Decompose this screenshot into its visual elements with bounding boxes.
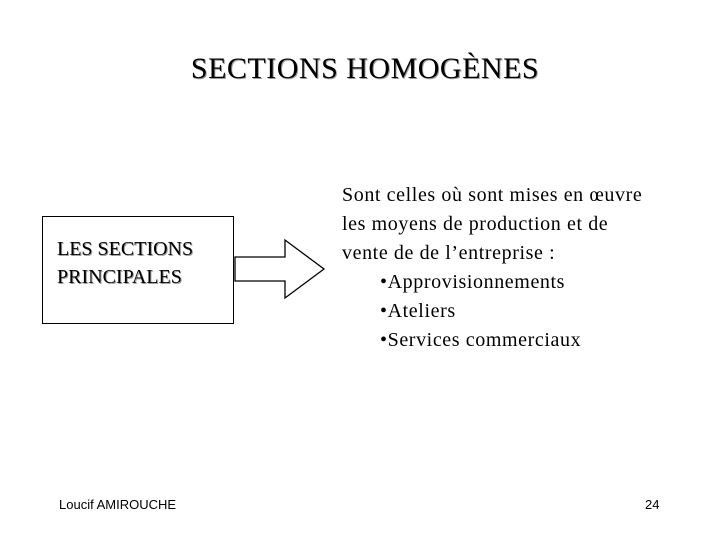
description-line: vente de de l’entreprise :	[342, 242, 556, 264]
right-arrow-icon	[234, 238, 326, 300]
footer-author: Loucif AMIROUCHE	[59, 497, 177, 512]
page-number: 24	[645, 497, 660, 512]
bullet-item: • Ateliers	[380, 297, 642, 326]
slide-title: SECTIONS HOMOGÈNES	[190, 52, 540, 85]
box-label	[57, 235, 193, 291]
bullet-item: • Approvisionnements	[380, 268, 642, 297]
bullet-item: • Services commerciaux	[380, 326, 642, 355]
description-line: Sont celles où sont mises en œuvre	[342, 184, 643, 206]
sections-description	[342, 181, 642, 355]
principal-sections-box	[42, 216, 234, 324]
box-label-line-2: PRINCIPALES	[57, 266, 182, 288]
box-label-line-1: LES SECTIONS	[57, 238, 194, 260]
description-line: les moyens de production et de	[342, 213, 609, 235]
bullet-list	[342, 268, 642, 355]
